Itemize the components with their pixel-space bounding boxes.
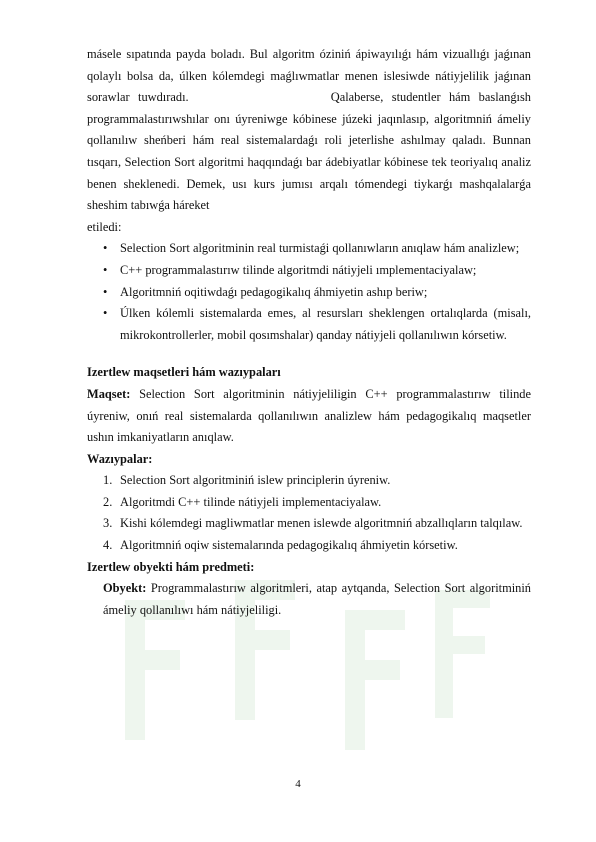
task-text: Algoritmniń oqiw sistemalarında pedagogikalıq áhmiyetin kórsetiw. (120, 538, 458, 553)
section-title-goals: Izertlew maqsetleri hám wazıypaları (87, 365, 281, 380)
task-item (87, 535, 531, 557)
intro-tail: etiledi: (87, 219, 122, 234)
task-item (87, 513, 531, 535)
intro-paragraph: másele sıpatında payda boladı. Bul algoritm óziniń ápiwayılıǵı hám vizuallıǵı jaǵınan qolaylı bolsa da, úlken kólemdegi maǵlıwmatlar menen islesiwde nátiyjelilik jaǵınan sorawlar tuwdıradı. Qalaberse, studentler hám baslanǵısh programmalastırıwshılar onı úyreniwge kóbinese júzeki jaqınlasıp, algoritmniń ámeliy qollanılıw sheńberi hám real sistemalardaǵı roli jeterlishe ashılmay qaladı. Bunnan tısqarı, Selection Sort algoritmi haqqındaǵı bar ádebiyatlar kóbinese tek teoriyalıq analiz benen sheklenedi. Demek, usı kurs jumısı arqalı tómendegi tiykarǵı mashqalalarǵa sheshim tabıwǵa háreket (87, 47, 535, 213)
tasks-list (87, 470, 531, 556)
page-number: 4 (295, 778, 301, 790)
problem-bullet-list (87, 238, 531, 346)
goal-paragraph (87, 384, 531, 449)
task-text: Selection Sort algoritminiń islew principlerin úyreniw. (120, 473, 391, 488)
section-title-object: Izertlew obyekti hám predmeti: (87, 559, 255, 574)
bullet-item: • Algoritmniń oqitiwdaǵı pedagogikalıq áhmiyetin ashıp beriw; (87, 282, 531, 304)
bullet-item: • C++ programmalastırıw tilinde algoritmdi nátiyjeli ımplementaciyalaw; (87, 260, 531, 282)
tasks-heading (87, 449, 531, 471)
object-label: Obyekt: (103, 581, 147, 596)
object-paragraph (87, 578, 531, 621)
tasks-label: Wazıypalar: (87, 451, 153, 466)
section-gap (87, 346, 531, 362)
goal-label: Maqset: (87, 386, 131, 401)
task-number: 4. (103, 538, 113, 553)
goal-text: Selection Sort algoritminin nátiyjeliligin C++ programmalastırıw tilinde úyreniw, onıń real sistemalarda qollanılıwın analizlew hám pedagogikalıq maqsetler ushın imkaniyatların anıqlaw. (87, 386, 531, 445)
bullet-item: • Úlken kólemli sistemalarda emes, al resursları sheklengen ortalıqlarda (misalı, mikrokontrollerler, mobil qosımshalar) qanday nátiyjeli qollanılıwın kórsetiw. (87, 303, 531, 346)
task-number: 3. (103, 516, 113, 531)
task-item (87, 492, 531, 514)
task-item (87, 470, 531, 492)
task-text: Kishi kólemdegi magliwmatlar menen islewde algoritmniń abzallıqların talqılaw. (120, 516, 523, 531)
document-page (87, 44, 535, 621)
task-text: Algoritmdi C++ tilinde nátiyjeli implementaciyalaw. (120, 494, 382, 509)
bullet-item: • Selection Sort algoritminin real turmistaǵi qollanıwların anıqlaw hám analizlew; (87, 238, 531, 260)
object-text: Programmalastırıw algoritmleri, atap aytqanda, Selection Sort algoritminiń ámeliy qollanılıwı hám nátiyjeliligi. (103, 581, 531, 617)
task-number: 1. (103, 473, 113, 488)
task-number: 2. (103, 494, 113, 509)
